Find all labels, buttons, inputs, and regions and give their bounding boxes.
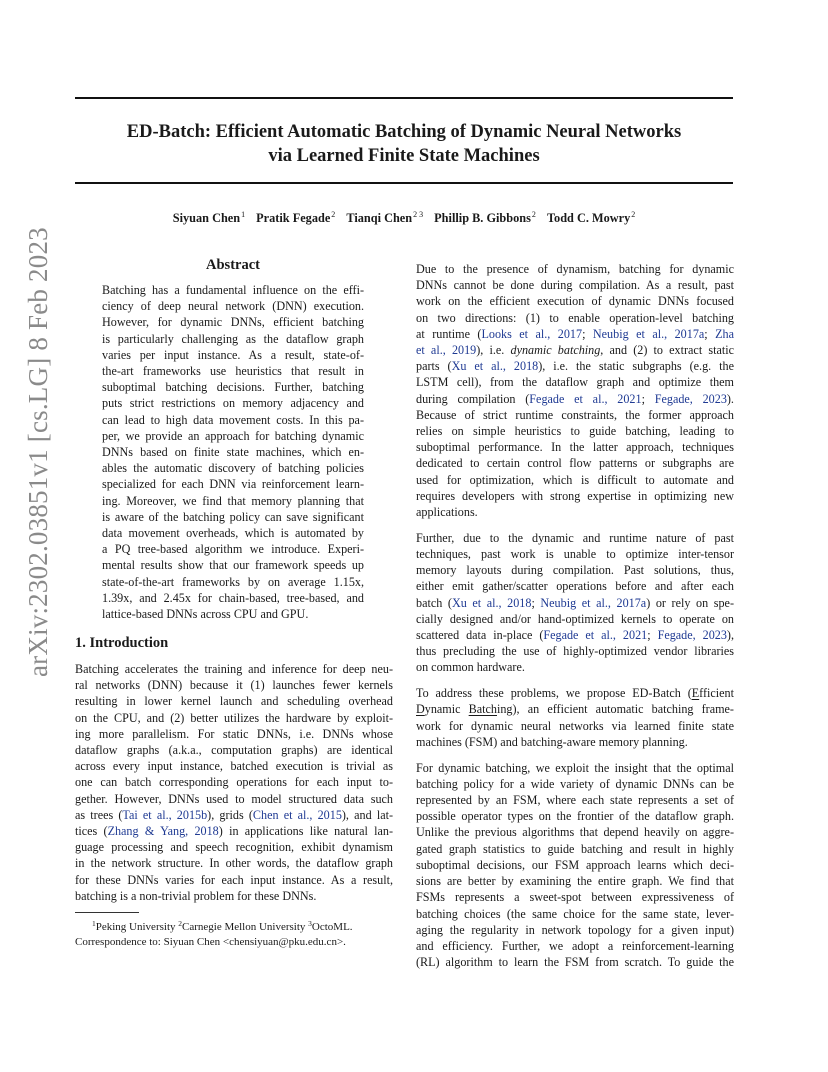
text-line: in the network structure. In other words, the dataflow graph <box>75 856 393 871</box>
text-line: ables the automatic discovery of batching policies <box>102 461 364 476</box>
text-line: specialized for each DNN via reinforcement learn- <box>102 477 364 492</box>
text-line: guage processing and speech recognition, exhibit dynamism <box>75 840 393 855</box>
text-line: on common hardware. <box>416 660 525 675</box>
text-line: a PQ tree-based algorithm we introduce. Experi- <box>102 542 364 557</box>
text-line: scattered data in-place (Fegade et al., 2021; Fegade, 2023), <box>416 628 734 643</box>
title-rule-top <box>75 97 733 99</box>
text-line: Further, due to the dynamic and runtime nature of past <box>416 530 734 545</box>
text-line: applications. <box>416 505 478 520</box>
paper-title <box>75 120 733 168</box>
citation-link[interactable]: Looks et al., 2017 <box>481 326 583 341</box>
text-line: can lead to high data movement costs. In this pa- <box>102 412 364 427</box>
text-line: at runtime (Looks et al., 2017; Neubig et al., 2017a; Zha <box>416 326 734 341</box>
paragraph <box>416 530 734 676</box>
text-line: dedicated to certain control flow patterns or subgraphs are <box>416 456 734 471</box>
citation-link[interactable]: Fegade, 2023 <box>654 391 727 406</box>
text-line: dataflow graphs (a.k.a., computation graphs) are identical <box>75 743 393 758</box>
text-line: represented by an FSM, where each state represents a set of <box>416 793 734 808</box>
text-line: 1.39x, and 2.45x for chain-based, tree-based, and <box>102 590 364 605</box>
text-line: Due to the presence of dynamism, batching for dynamic <box>416 262 734 276</box>
citation-link[interactable]: Neubig et al., 2017a <box>592 326 705 341</box>
text-line: work on the efficient execution of dynamic DNNs focused <box>416 294 734 309</box>
text-line: ing. Moreover, we find that memory planning that <box>102 493 364 508</box>
text-line: Batching has a fundamental influence on the effi- <box>102 283 364 297</box>
text-line: batching policy for a wide variety of dynamic DNNs can be <box>416 776 734 791</box>
text-line: on two directions: (1) to enable operation-level batching <box>416 310 734 325</box>
arxiv-stamp: arXiv:2302.03851v1 [cs.LG] 8 Feb 2023 <box>23 227 53 677</box>
text-line: DNNs based on finite state machines, which en- <box>102 445 364 460</box>
citation-link[interactable]: et al., 2019 <box>416 343 477 358</box>
paragraph <box>416 760 734 971</box>
text-line: ral networks (DNN) because it (1) launches fewer kernels <box>75 678 393 693</box>
text-line: gated graph statistics to guide batching and result in highly <box>416 841 734 856</box>
text-line: ing more parallelism. For static DNNs, i.e. DNNs whose <box>75 726 393 741</box>
text-line: et al., 2019), i.e. dynamic batching, and (2) to extract static <box>416 343 734 358</box>
citation-link[interactable]: Zhang & Yang, 2018 <box>107 824 219 839</box>
text-line: lattice-based DNNs across CPU and GPU. <box>102 607 309 622</box>
text-line: To address these problems, we propose ED-Batch (Efficient <box>416 686 734 701</box>
footnote-affiliations: $^1$Peking University $^2$Carnegie Mellon University $^3$OctoML. <box>92 919 353 933</box>
text-line: one can batch corresponding operations for each input to- <box>75 775 393 790</box>
text-line: memory layouts during compilation. Past solutions, thus, <box>416 563 734 578</box>
text-line: Unlike the previous algorithms that depend heavily on aggre- <box>416 825 734 840</box>
text-line: batching is a non-trivial problem for these DNNs. <box>75 888 317 903</box>
text-line: work for dynamic neural networks via learned finite state <box>416 718 734 733</box>
title-rule-bottom <box>75 182 733 184</box>
text-line: aging the regularity in network topology for a given input) <box>416 922 734 937</box>
text-line: techniques, past work is unable to optimize inter-tensor <box>416 547 734 562</box>
abstract-heading: Abstract <box>206 257 260 273</box>
text-line: across every input instance, batched execution is trivial as <box>75 759 393 774</box>
author-list <box>75 210 733 226</box>
citation-link[interactable]: Fegade et al., 2021 <box>543 628 648 643</box>
text-line: machines (FSM) and batching-aware memory planning. <box>416 734 688 749</box>
text-line: as trees (Tai et al., 2015b), grids (Chen et al., 2015), and lat- <box>75 807 393 822</box>
author: Siyuan Chen$^1$ <box>172 210 246 225</box>
text-line: either emit gather/scatter operations before and after each <box>416 579 734 594</box>
author: Phillip B. Gibbons$^2$ <box>434 210 536 225</box>
text-line: batch (Xu et al., 2018; Neubig et al., 2017a) or rely on spe- <box>416 595 734 610</box>
text-line: sions are better by examining the entire graph. We find that <box>416 874 734 889</box>
text-line: FSMs represents a sweet-spot between expressiveness of <box>416 890 734 905</box>
citation-link[interactable]: Tai et al., 2015b <box>122 807 208 822</box>
author: Tianqi Chen$^{2 3}$ <box>346 210 424 225</box>
citation-link[interactable]: Neubig et al., 2017a <box>540 595 647 610</box>
footnote <box>75 916 393 950</box>
text-line: parts (Xu et al., 2018), i.e. the static subgraphs (e.g. the <box>416 359 734 374</box>
text-line: for these DNNs varies for each input instance. As a result, <box>75 872 393 887</box>
text-line: suboptimal performance. In the latter approach, techniques <box>416 440 734 455</box>
text-line: mental results show that our framework speeds up <box>102 558 364 573</box>
text-line: tices (Zhang & Yang, 2018) in applications like natural lan- <box>75 824 394 839</box>
text-line: DNNs cannot be done during compilation. As a result, past <box>416 278 734 293</box>
text-line: on the CPU, and (2) better utilizes the hardware by exploit- <box>75 710 393 725</box>
text-line: gether. However, DNNs used to model structured data such <box>75 791 393 806</box>
abstract-body <box>102 282 364 622</box>
text-line: and efficiency. Further, we adopt a reinforcement-learning <box>416 938 734 953</box>
text-line: cially designed and/or hand-optimized kernels to operate on <box>416 611 734 626</box>
text-line: relies on simple heuristics to guide batching, leading to <box>416 424 734 439</box>
text-line: suboptimal batching decisions. Further, batching <box>102 380 364 395</box>
text-line: However, for dynamic DNNs, efficient batching <box>102 315 364 330</box>
citation-link[interactable]: Fegade, 2023 <box>657 628 727 643</box>
footnote-rule <box>75 912 139 913</box>
text-line: (RL) algorithm to learn the FSM from scratch. To guide the <box>416 955 734 970</box>
text-line: varies per input instance. As a result, state-of- <box>102 347 364 362</box>
text-line: possible operator types on the frontier of the dataflow graph. <box>416 809 734 824</box>
text-line: resulting in lower kernel launch and scheduling overhead <box>75 694 393 709</box>
author: Todd C. Mowry$^2$ <box>546 210 636 225</box>
author: Pratik Fegade$^2$ <box>256 210 336 225</box>
text-line: ciency of deep neural network (DNN) execution. <box>102 299 364 314</box>
text-line: Dynamic Batching), an efficient automatic batching frame- <box>416 702 734 717</box>
footnote-correspondence: Correspondence to: Siyuan Chen <chensiyuan@pku.edu.cn>. <box>75 936 346 948</box>
text-line: Because of strict runtime constraints, the former approach <box>416 407 734 422</box>
citation-link[interactable]: Xu et al., 2018 <box>451 595 532 610</box>
paragraph <box>416 261 734 520</box>
right-column-body <box>416 261 734 980</box>
text-line: per, we provide an approach for batching dynamic <box>102 428 364 443</box>
text-line: state-of-the-art frameworks by on average 1.15x, <box>102 574 364 589</box>
text-line: LSTM cell), from the dataflow graph and optimize them <box>416 375 734 390</box>
text-line: Batching accelerates the training and inference for deep neu- <box>75 662 393 676</box>
text-line: puts strict restrictions on memory adjacency and <box>102 396 364 411</box>
text-line: thus precluding the use of highly-optimized vendor libraries <box>416 644 734 659</box>
intro-body <box>75 661 393 904</box>
citation-link[interactable]: Zha <box>715 326 734 341</box>
section-heading: 1. Introduction <box>75 635 169 651</box>
text-line: is aware of the batching policy can save significant <box>102 509 364 524</box>
citation-link[interactable]: Chen et al., 2015 <box>252 807 342 822</box>
citation-link[interactable]: Xu et al., 2018 <box>451 359 539 374</box>
title-line: ED-Batch: Efficient Automatic Batching of Dynamic Neural Networks <box>126 122 682 142</box>
text-line: batching choices (the same choice for the same state, lever- <box>416 906 734 921</box>
text-line: the-art frameworks use heuristics that result in <box>102 364 364 379</box>
paragraph <box>416 685 734 750</box>
text-line: is particularly challenging as the dataflow graph <box>102 331 364 346</box>
text-line: For dynamic batching, we exploit the insight that the optimal <box>416 760 734 775</box>
text-line: suboptimal decisions, our FSM approach learns which deci- <box>416 857 734 872</box>
text-line: data movement overheads, which is automated by <box>102 526 364 541</box>
text-line: used for optimization, which is difficult to automate and <box>416 472 734 487</box>
citation-link[interactable]: Fegade et al., 2021 <box>529 391 642 406</box>
title-line: via Learned Finite State Machines <box>268 146 540 166</box>
text-line: during compilation (Fegade et al., 2021; Fegade, 2023). <box>416 391 734 406</box>
text-line: requires developers with strong expertise in optimizing new <box>416 488 734 503</box>
